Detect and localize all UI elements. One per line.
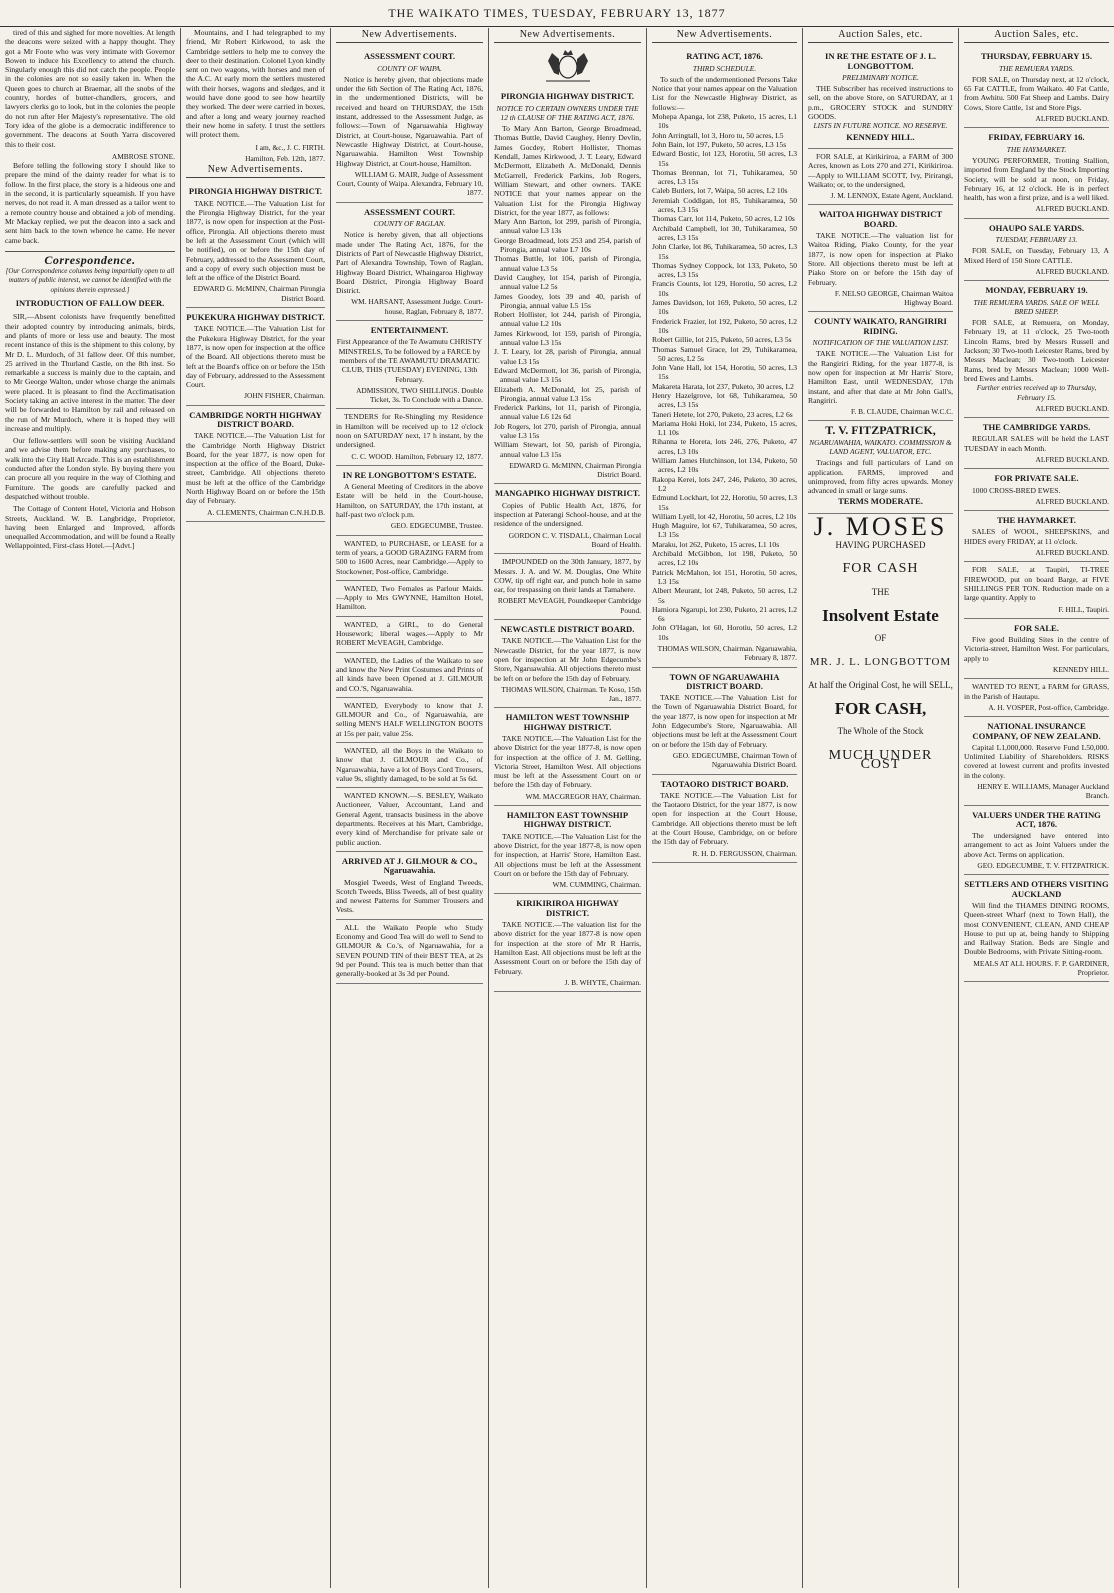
moses-line: THE [871, 586, 890, 597]
ad-sign: A. CLEMENTS, Chairman C.N.H.D.B. [207, 507, 325, 517]
list-item: Francis Counts, lot 129, Horotiu, 50 acres, L2 10s [652, 279, 797, 298]
ad-sign: WM. HARSANT, Assessment Judge. Court-house, Raglan, February 8, 1877. [351, 297, 483, 316]
ad-text: YOUNG PERFORMER, Trotting Stallion, imported from England by the Stock Importing Society, will be sold at noon, on Friday, February 16, at 12 o'clock. He is in perfect health, has won a first prize, and is a well liked. [964, 155, 1109, 203]
ad-rangiriri [808, 312, 953, 421]
ad-sign: A. H. VOSPER, Post-office, Cambridge. [988, 702, 1109, 712]
column-heading: Auction Sales, etc. [808, 28, 953, 43]
ad-text: IMPOUNDED on the 30th January, 1877, by Messrs. J. A. and W. M. Douglas, One White COW, tip off right ear, and punch hole in same ear, for trespassing on their lands at Tamahere. [494, 557, 641, 595]
ad-wanted-rent [964, 679, 1109, 717]
ad-taotaoro [652, 775, 797, 863]
deer-signer: I am, &c., J. C. FIRTH. [255, 142, 325, 152]
list-item: Thomas Buttle, lot 106, parish of Pirongia, annual value L3 5s [494, 254, 641, 273]
ad-mangapiko [494, 484, 641, 554]
letter-body-3: The Cottage of Content Hotel, Victoria and Hobson Streets, Auckland. W. B. Langbridge, Proprietor, having been Enlarged and Improved, affords unequalled Accommodation, and will be found a Really Wellappointed, First-class Hotel.—[Advt.] [5, 504, 175, 551]
ad-kirikiriroa [494, 894, 641, 992]
ad-title: HAMILTON WEST TOWNSHIP HIGHWAY DISTRICT. [505, 712, 630, 732]
ad-text: TAKE NOTICE.—The Valuation List for the Town of Ngaruawahia District Board, for the year 1877, is now open for inspection at Mr John Edgecumbe's Store, Ngaruawahia. All objections must be left at the Assessment Court on or before the 15th day of February. [652, 693, 797, 749]
ad-assessment-waipa [336, 47, 483, 202]
ad-title: VALUERS UNDER THE RATING ACT, 1876. [972, 809, 1101, 829]
column-5 [646, 28, 802, 1588]
royal-crest-icon [538, 47, 598, 85]
ad-text: WANTED TO RENT, a FARM for GRASS, in the Parish of Hautapu. [964, 682, 1109, 701]
moses-name: J. MOSES [813, 511, 948, 541]
ad-title: KIRIKIRIROA HIGHWAY DISTRICT. [516, 898, 619, 918]
list-item: Frederick Frazier, lot 192, Puketo, 50 acres, L2 10s [652, 316, 797, 335]
ad-title: CAMBRIDGE NORTH HIGHWAY DISTRICT BOARD. [189, 409, 322, 429]
moses-line: MR. J. L. LONGBOTTOM [809, 655, 952, 668]
ad-cambridge-yards [964, 418, 1109, 469]
ad-title: THE HAYMARKET. [997, 515, 1076, 526]
ad-firewood [964, 562, 1109, 618]
deer-place: Hamilton, Feb. 12th, 1877. [245, 153, 325, 163]
ad-title: T. V. FITZPATRICK, [825, 423, 936, 438]
ad-wanted-maids [336, 581, 483, 617]
ad-subtitle: NGARUAWAHIA, WAIKATO. COMMISSION & LAND AGENT, VALUATOR, ETC. [809, 437, 952, 456]
ad-sign: ALFRED BUCKLAND. [1035, 496, 1109, 506]
ad-remuera-thursday [964, 47, 1109, 128]
ad-sign: WILLIAM G. MAIR, Judge of Assessment Court, County of Waipa. Alexandra, February 10, 1877. [336, 169, 483, 198]
ad-subtitle: THE HAYMARKET. [1006, 144, 1067, 154]
ad-town-ngaruawahia [652, 668, 797, 775]
list-item: Thomas Brennan, lot 71, Tuhikaramea, 50 acres, L3 15s [652, 167, 797, 187]
column-4 [488, 28, 646, 1588]
ad-thames-dining [964, 875, 1109, 982]
ad-sign: WM. CUMMING, Chairman. [552, 880, 641, 890]
ad-assessment-raglan [336, 203, 483, 321]
ad-title: WAITOA HIGHWAY DISTRICT BOARD. [818, 209, 943, 229]
ad-sign: GEO. EDGECUMBE, Trustee. [390, 521, 483, 531]
ad-text: First Appearance of the Te Awamutu CHRISTY MINSTRELS, To be followed by a FARCE by members of the TE AWAMUTU DRAMATIC CLUB, THIS (TUESDAY) EVENING, 13th February. [336, 337, 483, 384]
deer-story: Mountains, and I had telegraphed to my friend, Mr Robert Kirkwood, to ask the Cambridge settlers to help me to convey the deer to their destination. Colonel Lyon kindly sent on two wagons, with horses and men of the A.C. At early morn the settlers mustered with their horses, wagons and sledges, and it would have done good to see how heartily they worked. The deer were carried in boxes, and after a long and weary journey reached their new home in safety. I trust the settlers will protect them. [186, 28, 325, 140]
ad-text: 1000 CROSS-BRED EWES. [972, 485, 1061, 495]
ad-sign: TERMS MODERATE. [838, 496, 923, 507]
ad-sign: ADMISSION, TWO SHILLINGS. Double Ticket, 3s. To Conclude with a Dance. [356, 385, 483, 405]
ad-title: ENTERTAINMENT. [370, 325, 449, 336]
ad-text: REGULAR SALES will be held the LAST TUESDAY in each Month. [964, 434, 1109, 453]
column-3 [330, 28, 488, 1588]
ad-text: Mosgiel Tweeds, West of England Tweeds, Scotch Tweeds, Bliss Tweeds, all of best quality and newest Patterns for Summer Trousers and Vests. [336, 877, 483, 915]
list-item: Edmund Lockhart, lot 22, Horotiu, 50 acres, L3 15s [652, 493, 797, 512]
ad-sign: F. NELSO GEORGE, Chairman Waitoa Highway Board. [834, 288, 953, 308]
ad-text: FOR SALE, at Taupiri, TI-TREE FIREWOOD, put on board Barge, at FIVE SHILLINGS PER TON. Reduction made on a large quantity. Apply to [964, 565, 1109, 603]
ad-private-sale [964, 469, 1109, 511]
letter-body: SIR,—Absent colonists have frequently benefitted their adopted country by introducing animals, birds, and plants of more or less use and beauty. The most recent instance of this is the shipment to this colony, by Mr D. L. Murdoch, of 31 fallow deer. Of this number, 25 arrived in the Thurland Castle, on the 8th inst. So remarkable a success is mainly due to the captain, and to Mr George Walton, under whose charge the animals were placed. It is pleasant to find the Acclimatisation Society taking an active interest in the matter. The deer will be forwarded to Hamilton by rail and released on the run of Mr Murdoch, where it is hoped they will increase and multiply. [5, 312, 175, 433]
list-item: Makareta Harata, lot 237, Puketo, 30 acres, L2 [652, 381, 794, 391]
ad-text: TAKE NOTICE.—The Valuation List for the above District, for the year 1877-8, is now open for inspection, at Harris' Store, Hamilton East. All objections must be left at the Assessment Court on or before the 15th day of February. [494, 831, 641, 878]
ad-waitoa [808, 205, 953, 312]
ad-title: ASSESSMENT COURT. [363, 206, 456, 217]
ad-text: TAKE NOTICE.—The valuation list for Waitoa Riding, Piako County, for the year 1877, is now open for inspection at Piako Store. All objections thereto must be left at Piako Store on or before the 15th day of February. [808, 231, 953, 287]
list-item: William Lyell, lot 42, Horotiu, 50 acres, L2 10s [652, 511, 797, 521]
list-item: Albert Meurant, lot 248, Puketo, 50 acres, L2 5s [652, 586, 797, 605]
moses-line: Insolvent Estate [822, 605, 939, 625]
ad-subtitle: COUNTY OF RAGLAN. [373, 219, 446, 229]
ad-longbottom-estate [336, 466, 483, 536]
ad-sign: WM. MACGREGOR HAY, Chairman. [525, 791, 641, 801]
list-item: Robert Hollister, lot 244, parish of Pirongia, annual value L2 10s [494, 310, 641, 329]
ad-sign: THOMAS WILSON, Chairman. Ngaruawahia, February 8, 1877. [657, 644, 797, 663]
ad-building-sites [964, 619, 1109, 679]
ad-title: FOR SALE. [1014, 622, 1059, 633]
ad-valuers [964, 806, 1109, 876]
list-item: Rihanna te Horeta, lots 246, 276, Puketo, 47 acres, L3 10s [652, 437, 797, 456]
moses-line: The Whole of the Stock [837, 726, 924, 737]
ad-text: WANTED, to PURCHASE, or LEASE for a term of years, a GOOD GRAZING FARM from 500 to 1600 Acres, near Cambridge.—Apply to Stockowner, Post-office, Cambridge. [336, 538, 483, 576]
column-heading: New Advertisements. [494, 28, 641, 43]
ad-text: THE Subscriber has received instructions to sell, on the above Store, on SATURDAY, at 1 p.m., GROCERY STOCK and SUNDRY GOODS. [808, 84, 953, 122]
column-heading: Auction Sales, etc. [964, 28, 1109, 43]
list-item: Elizabeth A. McDonald, lot 25, parish of Pirongia, annual value L3 15s [494, 384, 641, 403]
ad-tea [336, 920, 483, 984]
ad-text: FOR SALE, at Kirikiriroa, a FARM of 300 Acres, known as Lots 270 and 271, Kirikiriroa.—Apply to WILLIAM SCOTT, Ivy, Pirirangi, Waikato; or, to the undersigned, [808, 151, 953, 189]
list-item: Thomas Carr, lot 114, Puketo, 50 acres, L2 10s [652, 214, 795, 224]
ad-title: THURSDAY, FEBRUARY 15. [981, 51, 1092, 62]
ad-pukekura [186, 308, 325, 406]
ad-title: MONDAY, FEBRUARY 19. [985, 285, 1088, 296]
ad-title: SETTLERS AND OTHERS VISITING AUCKLAND [964, 879, 1109, 899]
ad-wanted-ladies [336, 653, 483, 698]
list-item: William Stewart, lot 50, parish of Pirongia, annual value L3 15s [494, 440, 641, 459]
ad-sign: HENRY E. WILLIAMS, Manager Auckland Branch. [977, 782, 1109, 801]
ad-text: WANTED, Two Females as Parlour Maids.—Apply to Mrs GWYNNE, Hamilton Hotel, Hamilton. [336, 583, 483, 612]
ad-sign: KENNEDY HILL. [1053, 665, 1109, 675]
story-text-2: Before telling the following story I should like to prepare the mind of the dainty reader for what is to follow. In the first place, the story is a hideous one and in the second, it is particularly squeamish. If you have nerves, do not read it. A man dressed as a tailor went to a remote country house and obtained a job of mending. Mr Mackay replied, we put the deacon into a sack and sent him back to the town whence he came. He never came back. [5, 161, 175, 245]
list-item: J. T. Leary, lot 28, parish of Pirongia, annual value L3 15s [494, 347, 641, 366]
correspondence-note: [Our Correspondence columns being impartially open to all matters of public interest, we cannot be identified with the opinions therein expressed.] [5, 267, 175, 294]
ad-subtitle: COUNTY OF WAIPA. [377, 63, 442, 73]
moses-line: HAVING PURCHASED [835, 540, 926, 551]
ad-sign: JOHN FISHER, Chairman. [244, 391, 325, 401]
ad-sign: THOMAS WILSON, Chairman. Te Koso, 15th Jan., 1877. [501, 684, 641, 704]
list-item: John Arringtall, lot 3, Horo tu, 50 acres, L5 [652, 130, 784, 140]
ad-sign: ALFRED BUCKLAND. [1035, 266, 1109, 276]
ad-text: FOR SALE, at Remuera, on Monday, February 19, at 11 o'clock, 25 Two-tooth Lincoln Rams, bred by Messrs Russell and Jackson; 30 Two-tooth Leicester Rams, bred by Messrs Maclean; 30 Two-tooth Leicester Rams, bred by Messrs Maclean; 1000 Well-bred Ewes and Lambs. [964, 318, 1109, 383]
ad-text: Notice is hereby given, that objections made under the 6th Section of The Rating Act, 1876, in the undermentioned Districts, will be received and heard on THURSDAY, the 15th instant, addressed to the Assessment Judge, as follows:—Town of Ngaruawahia Highway District, at Court-house, Ngaruawahia. Part of Newcastle Highway District, at Court-house, Ngaruawahia. Hamilton West Township Highway District, at Court-house, Hamilton. [336, 74, 483, 168]
ad-title: PIRONGIA HIGHWAY DISTRICT. [188, 186, 323, 197]
ad-text: TAKE NOTICE.—The Valuation List for the Rangiriri Riding, for the year 1877-8, is now open for inspection at Mr Harris' Store, Hamilton East, until WEDNESDAY, 17th instant, and after that date at Mr John Gall's, Rangiriri. [808, 349, 953, 405]
ad-sign: F. HILL, Taupiri. [1058, 604, 1109, 614]
ad-text: WANTED, the Ladies of the Waikato to see and know the New Print Costumes and Prints of all kinds have been Opened at J. GILMOUR and CO.'S, Ngaruawahia. [336, 655, 483, 693]
list-item: David Caughey, lot 154, parish of Pirongia, annual value L2 5s [494, 272, 641, 292]
ad-subtitle: TUESDAY, FEBRUARY 13. [995, 235, 1078, 245]
ad-title: OHAUPO SALE YARDS. [988, 222, 1085, 233]
ad-text: WANTED, Everybody to know that J. GILMOUR and Co., of Ngaruawahia, are selling MEN'S HALF WELLINGTON BOOTS at 15s per pair, value 25s. [336, 700, 483, 738]
ad-title: FOR PRIVATE SALE. [994, 473, 1079, 484]
list-item: Frederick Parkins, lot 11, parish of Pirongia, annual value L6 12s 6d [494, 403, 641, 422]
list-item: Mohepa Apanga, lot 238, Puketo, 15 acres, L1 10s [652, 112, 797, 131]
ad-title: PIRONGIA HIGHWAY DISTRICT. [500, 91, 635, 102]
list-item: Hamiora Ngarupi, lot 230, Puketo, 21 acres, L2 6s [652, 604, 797, 624]
ad-sign: ALFRED BUCKLAND. [1035, 114, 1109, 124]
list-item: John O'Hagan, lot 60, Horotiu, 50 acres, L2 10s [652, 623, 797, 642]
list-item: Hugh Maguire, lot 67, Tuhikaramea, 50 acres, L3 15s [652, 521, 797, 540]
column-heading: New Advertisements. [336, 28, 483, 43]
ad-title: COUNTY WAIKATO, RANGIRIRI RIDING. [814, 316, 947, 336]
ad-title: HAMILTON EAST TOWNSHIP HIGHWAY DISTRICT. [506, 810, 629, 830]
list-item: James Davidson, lot 169, Puketo, 50 acres, L2 10s [652, 298, 797, 317]
column-heading: New Advertisements. [652, 28, 797, 43]
ad-sign: MEALS AT ALL HOURS. F. P. GARDINER, Proprietor. [973, 958, 1109, 978]
ad-sign: GEO. EDGECUMBE, Chairman Town of Ngaruawahia District Board. [672, 750, 797, 770]
ad-subtitle: NOTIFICATION OF THE VALUATION LIST. [812, 338, 949, 348]
ad-sign: ALFRED BUCKLAND. [1035, 403, 1109, 413]
ad-sign: KENNEDY HILL. [846, 131, 915, 142]
list-item: George Broadmead, lots 253 and 254, parish of Pirongia, annual value L7 10s [494, 235, 641, 255]
ad-entertainment [336, 321, 483, 409]
column-2 [180, 28, 330, 1588]
column-6 [802, 28, 958, 1588]
moses-line: FOR CASH [842, 561, 919, 577]
ad-farm-kirikiriroa [808, 149, 953, 205]
ad-title: NATIONAL INSURANCE COMPANY, OF NEW ZEALAND. [972, 721, 1101, 741]
ad-title: MANGAPIKO HIGHWAY DISTRICT. [494, 488, 641, 499]
list-item: Caleb Butlers, lot 7, Waipa, 50 acres, L2 10s [652, 186, 788, 196]
ad-text: TENDERS for Re-Shingling my Residence in Hamilton will be received up to 12 o'clock noon on SATURDAY next, 17 h instant, by the undersigned. [336, 412, 483, 450]
ad-text: Will find the THAMES DINING ROOMS, Queen-street Wharf (next to Town Hall), the most CONVENIENT, CLEAN, AND CHEAP House to put up at, being handy to Shipping and Railway Station. Beds are Single and Double Bedrooms, with Private Sitting-room. [964, 900, 1109, 957]
ad-haymarket-friday [964, 128, 1109, 218]
ad-title: IN RE LONGBOTTOM'S ESTATE. [342, 469, 477, 480]
ad-newcastle [494, 620, 641, 708]
ad-title: RATING ACT, 1876. [686, 51, 763, 62]
ad-text: TAKE NOTICE.—The Valuation List for the above District for the year 1877-8, is now open for inspection at the office of J. M. Gelling, Victoria Street, Hamilton West. All objections must be left at the Assessment Court on or before the 15th day of February. [494, 734, 641, 790]
list-item: James Goodey, lots 39 and 40, parish of Pirongia, annual value L5 15s [494, 291, 641, 310]
list-item: Henry Hazelgrove, lot 68, Tuhikaramea, 50 acres, L3 15s [652, 390, 797, 410]
ad-arrived-gilmour [336, 852, 483, 920]
ad-moses [808, 511, 953, 773]
ad-sign: J. M. LENNOX, Estate Agent, Auckland. [830, 191, 953, 201]
ad-title: PUKEKURA HIGHWAY DISTRICT. [186, 312, 325, 323]
ad-text: TAKE NOTICE.—The Valuation List for the Pukekura Highway District, for the year 1877, is now open for inspection at the office of the Board. All objections thereto must be left at the Board's office on or before the 15th day of February, addressed to the Assessment Court. [186, 324, 325, 390]
ad-subtitle: PRELIMINARY NOTICE. [842, 72, 919, 82]
ad-text: WANTED KNOWN.—S. BESLEY, Waikato Auctioneer, Valuer, Accountant, Land and General Agent, transacts business in the above departments. Receives at his Mart, Cambridge, every kind of Merchandise for private sale or public auction. [336, 791, 483, 847]
ad-cambridge-north [186, 406, 325, 522]
ad-sign: F. B. CLAUDE, Chairman W.C.C. [850, 407, 953, 417]
letter-body-2: Our fellow-settlers will soon be visiting Auckland and we advise them before making any purchases, to walk into the City Hall Arcade. This is an establishment conducted after the London style. By buying there you can procure all you require in the way of Clothing and Furniture. The goods are carefully packed and despatched without trouble. [5, 436, 175, 501]
list-item: Maraku, lot 262, Puketo, 15 acres, L1 10s [652, 539, 780, 549]
ad-wanted-known [336, 788, 483, 852]
ad-pirongia-owners [494, 87, 641, 484]
ad-sign: EDWARD G. McMINN, Chairman Pirongia District Board. [509, 460, 641, 480]
ad-title: IN RE THE ESTATE OF J. L. LONGBOTTOM. [825, 51, 936, 71]
ad-text: WANTED, a GIRL, to do General Housework; liberal wages.—Apply to Mr ROBERT McVEAGH, Cambridge. [336, 619, 483, 648]
ad-pirongia [186, 182, 325, 308]
ad-text: Copies of Public Health Act, 1876, for inspection at Paterangi School-house, and at the residence of the undersigned. [494, 500, 641, 529]
ad-text: The undersigned have entered into arrangement to act as Joint Valuers under the above Act. Terms on application. [964, 831, 1109, 859]
ad-sign: ALFRED BUCKLAND. [1035, 204, 1109, 214]
ad-text: TAKE NOTICE.—The Valuation List for the Newcastle District, for the year 1877, is now open for inspection at Mr John Edgecumbe's Store, Ngaruawahia. All objections thereto must be left on or before the 15th day of February. [494, 636, 641, 683]
list-item: James Kirkwood, lot 159, parish of Pirongia, annual value L3 15s [494, 328, 641, 348]
ad-sign: EDWARD G. McMINN, Chairman Pirongia District Board. [193, 284, 325, 303]
story-author: AMBROSE STONE. [111, 151, 175, 161]
story-text: tired of this and sighed for more novelties. At length the deacons were seized with a happy thought. They got a Mr Foote who was very intimate with Governor Bowen to induce his Excellency to attend the church. Singularly enough this did not catch the people. People in the colonies are not so easily taken in. When the Queen goes to church at Braemar, all the snobs of the country, hordes of butter-chandlers, grocers, and lawyers clerks go to look, but in the colonies the people do not run after Her Majesty's representative. The old Tory idea of the globe is a democratic indifference to government. The deacons at South Yarra discovered this to their cost. [5, 28, 175, 149]
list-item: Mary Ann Barton, lot 299, parish of Pirongia, annual value L3 13s [494, 217, 641, 236]
letter-title: INTRODUCTION OF FALLOW DEER. [15, 298, 165, 309]
ad-subtitle: THE REMUERA YARDS. [998, 63, 1075, 73]
ad-title: TOWN OF NGARUAWAHIA DISTRICT BOARD. [669, 671, 780, 691]
ad-title: ARRIVED AT J. GILMOUR & CO., Ngaruawahia. [341, 855, 478, 876]
column-heading: New Advertisements. [186, 163, 325, 178]
ad-text: FOR SALE, on Thursday next, at 12 o'clock, 65 Fat CATTLE, from Waikato. 40 Fat Cattle, from Awhitu. 500 Fat Sheep and Lambs. Dairy Cows, Store Cattle, 1st and Store Pigs. [964, 74, 1109, 112]
ad-haymarket-wool [964, 511, 1109, 562]
ad-title: THE CAMBRIDGE YARDS. [982, 422, 1091, 433]
ad-national-insurance [964, 717, 1109, 805]
ad-sign: R. H. D. FERGUSSON, Chairman. [692, 848, 797, 858]
ad-sign: GEO. EDGECUMBE, T. V. FITZPATRICK. [977, 861, 1109, 871]
ad-text: TAKE NOTICE.—The Valuation List for the Cambridge North Highway District Board, for the year 1877, is now open for inspection at the office of the Board, Duke-street, Cambridge. All objections thereto must be left at the office of the Cambridge North Highway Board on or before the 15th day of February. [186, 431, 325, 506]
ad-hamilton-east [494, 806, 641, 894]
ad-text: WANTED, all the Boys in the Waikato to know that J. GILMOUR and Co., of Ngaruawahia, have a lot of Boys Cord Trousers, value 9s, slightly damaged, to be sold at 5s 6d. [336, 746, 483, 783]
list-item: John Clarke, lot 86, Tuhikaramea, 50 acres, L3 15s [652, 242, 797, 261]
moses-line: FOR CASH, [834, 699, 927, 719]
ad-sign: ALFRED BUCKLAND. [1035, 548, 1109, 558]
list-item: Robert Gillie, lot 215, Puketo, 50 acres, L3 5s [652, 335, 792, 345]
ad-ohaupo [964, 219, 1109, 281]
ad-text: Capital L1,000,000. Reserve Fund L50,000. Unlimited Liability of Shareholders. RISKS covered at lowest current and profits invested in the colony. [964, 742, 1109, 780]
ad-tenders [336, 409, 483, 465]
ad-text: Notice is hereby given, that all objections made under The Rating Act, 1876, for the Districts of Part of Newcastle Highway District, Part of Alexandra Township, Town of Raglan, Highway Board District, Whaingaroa Highway Board District, Pirongia Highway Board District. [336, 230, 483, 296]
list-item: Edward Bostic, lot 123, Horotiu, 50 acres, L3 15s [652, 149, 797, 168]
ad-wanted-boots [336, 698, 483, 743]
list-item: Job Rogers, lot 270, parish of Pirongia, annual value L3 15s [494, 421, 641, 440]
ad-sign: GORDON C. V. TISDALL, Chairman Local Board of Health. [508, 530, 641, 549]
ad-sign: ROBERT McVEAGH, Poundkeeper Cambridge Pound. [497, 596, 641, 615]
list-item: Archibald McGibbon, lot 198, Puketo, 50 acres, L2 10s [652, 549, 797, 568]
list-item: Archibald Campbell, lot 30, Tuhikaramea, 50 acres, L3 15s [652, 223, 797, 242]
ad-text: ALL the Waikato People who Study Economy and Good Tea will do well to Send to GILMOUR & Co.'s, of Ngaruawahia, for a SEVEN POUND TIN of their BEST TEA, at 2s 9d per Pound. This tea is much better than that generally-booked at 3s 3d per Pound. [336, 922, 483, 979]
ad-title: ASSESSMENT COURT. [363, 51, 456, 62]
list-item: John Vane Hall, lot 154, Horotiu, 50 acres, L3 15s [652, 363, 797, 382]
ad-text: TAKE NOTICE.—The Valuation List for the Pirongia Highway District, for the year 1877, is now open for inspection at the Post-office, Pirongia. All objections thereto must be left at the Assessment Court (which will be notified), on or before the 15th day of February, addressed to the Assessment Court, and a copy of every such objection must be left at the office of the District Board. [186, 198, 325, 283]
ad-title: NEWCASTLE DISTRICT BOARD. [500, 624, 635, 635]
ad-text: A General Meeting of Creditors in the above Estate will be held in the Court-house, Hamilton, on SATURDAY, the 17th instant, at half-past two o'clock p.m. [336, 482, 483, 520]
ad-subtitle: THE REMUERA YARDS. SALE OF WELL BRED SHEEP. [973, 297, 1100, 316]
list-item: Taneri Hetete, lot 270, Puketo, 23 acres, L2 6s [652, 409, 793, 419]
column-7 [958, 28, 1114, 1588]
column-story [0, 28, 180, 1588]
list-item: John Bain, lot 197, Puketo, 50 acres, L3 15s [652, 139, 787, 149]
ad-fitzpatrick [808, 421, 953, 513]
ad-text: Five good Building Sites in the centre of Victoria-street, Hamilton West. For particulars, apply to [964, 635, 1109, 663]
ad-sign: ALFRED BUCKLAND. [1035, 454, 1109, 464]
ad-wanted-girl [336, 617, 483, 653]
ad-remuera-monday [964, 281, 1109, 418]
ad-title: TAOTAORO DISTRICT BOARD. [660, 778, 789, 789]
moses-line: OF [874, 633, 887, 644]
ad-subtitle: Further entries received up to Thursday, February 15. [976, 383, 1097, 402]
ad-wanted-farm [336, 536, 483, 581]
ad-impounded [494, 554, 641, 620]
ad-note: LISTS IN FUTURE NOTICE. NO RESERVE. [813, 121, 948, 131]
list-item: Patrick McMahon, lot 151, Horotiu, 50 acres, L3 15s [652, 567, 797, 586]
ad-wanted-boys [336, 743, 483, 788]
ad-sign: J. B. WHYTE, Chairman. [564, 977, 641, 987]
owner-list [494, 217, 641, 459]
ad-text: TAKE NOTICE.—The valuation list for the above district for the year 1877-8 is now open for inspection at the store of Mr R Harris, Hamilton East. All objections must be left at the Assessment Court on or before the 15th day of February. [494, 920, 641, 976]
list-item: Jeremiah Coddigan, lot 85, Tuhikaramea, 50 acres, L3 15s [652, 195, 797, 215]
ad-hamilton-west [494, 708, 641, 806]
valuation-list [652, 112, 797, 642]
list-item: Edward McDermott, lot 36, parish of Pirongia, annual value L3 15s [494, 365, 641, 385]
ad-rating-act [652, 47, 797, 667]
ad-subtitle: NOTICE TO CERTAIN OWNERS UNDER THE 12 th CLAUSE OF THE RATING ACT, 1876. [496, 103, 639, 122]
ad-sign: C. C. WOOD. Hamilton, February 12, 1877. [351, 451, 483, 461]
ad-text: TAKE NOTICE.—The Valuation List for the Taotaoro District, for the year 1877, is now open for inspection at the Court House, Cambridge. All objections thereto must be left at the Court House, Cambridge, on or before the 15th day of February. [652, 790, 797, 847]
list-item: Thomas Sydney Coppock, lot 133, Puketo, 50 acres, L3 15s [652, 260, 797, 280]
ad-text: Tracings and full particulars of Land on application. FARMS, improved and unimproved, from fifty acres upwards. Money advanced in small or large sums. [808, 458, 953, 496]
moses-line: MUCH UNDER COST [828, 747, 933, 773]
ad-title: FRIDAY, FEBRUARY 16. [988, 132, 1085, 143]
ad-subtitle: THIRD SCHEDULE. [692, 63, 757, 73]
ad-text: FOR SALE, on Tuesday, February 13, A Mixed Herd of 150 Store CATTLE. [964, 246, 1109, 265]
ad-text: To Mary Ann Barton, George Broadmead, Thomas Buttle, David Caughey, Henry Devlin, James Gocdey, Robert Hollister, Thomas Kendall, James Kirkwood, J. T. Leary, Edward McDermott, Elizabeth A. McDonald, Dennis McGarrell, Frederick Parkins, Job Rogers, William Stewart, and other owners. TAKE NOTICE that your names appear on the Valuation List for the Pirongia Highway District, for the year 1877, as follows: [494, 124, 641, 217]
correspondence-heading: Correspondence. [5, 251, 175, 265]
moses-line: At half the Original Cost, he will SELL, [808, 679, 953, 690]
masthead: THE WAIKATO TIMES, TUESDAY, FEBRUARY 13, 1877 [0, 0, 1114, 27]
ad-longbottom-preliminary [808, 47, 953, 149]
ad-text: SALES of WOOL, SHEEPSKINS, and HIDES every FRIDAY, at 11 o'clock. [964, 527, 1109, 546]
list-item: Mariama Hoki Hoki, lot 234, Puketo, 15 acres, L1 10s [652, 418, 797, 438]
list-item: William James Hutchinson, lot 134, Puketo, 50 acres, L2 10s [652, 456, 797, 475]
list-item: Rakopa Kerei, lots 247, 246, Puketo, 30 acres, L2 [652, 474, 797, 493]
ad-text: To such of the undermentioned Persons Take Notice that your names appear on the Valuation List for the Newcastle Highway District, as follows:— [652, 74, 797, 112]
list-item: Thomas Samuel Grace, lot 29, Tuhikaramea, 50 acres, L2 5s [652, 344, 797, 363]
